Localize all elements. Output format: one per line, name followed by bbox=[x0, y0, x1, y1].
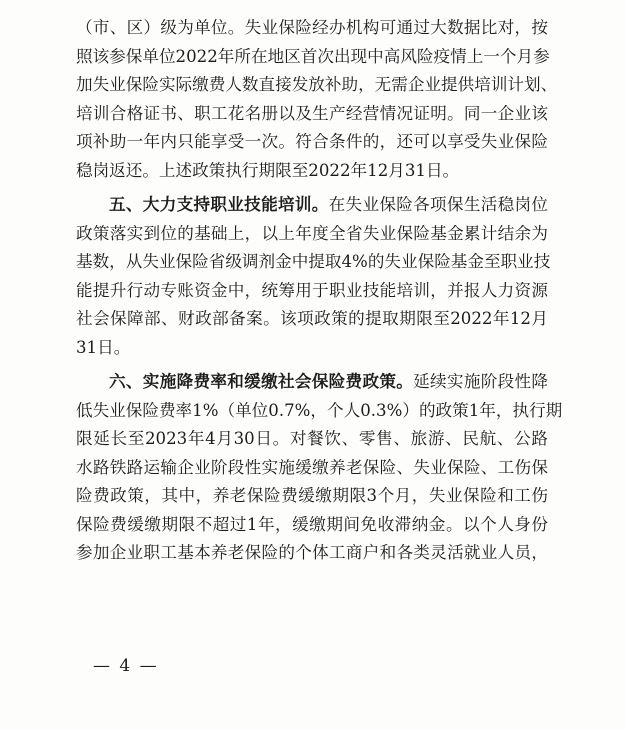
text-line: 稳岗返还。上述政策执行期限至2022年12月31日。 bbox=[76, 160, 460, 180]
text-line: 能提升行动专账资金中，统筹用于职业技能培训，并报人力资源 bbox=[76, 280, 548, 300]
text-line: 在失业保险各项保生活稳岗位 bbox=[328, 195, 549, 214]
section-six-heading: 六、实施降费率和缓缴社会保险费政策。 bbox=[109, 372, 414, 391]
text-line: 加失业保险实际缴费人数直接发放补助，无需企业提供培训计划、 bbox=[76, 75, 558, 94]
text-line: 照该参保单位2022年所在地区首次出现中高风险疫情上一个月参 bbox=[76, 46, 550, 66]
text-line: 社会保障部、财政部备案。该项政策的提取期限至2022年12月 bbox=[76, 309, 548, 328]
text-line: 政策落实到位的基础上，以上年度全省失业保险基金累计结余为 bbox=[76, 223, 548, 243]
text-line: （市、区）级为单位。失业保险经办机构可通过大数据比对，按 bbox=[76, 18, 548, 37]
text-line: 水路铁路运输企业阶段性实施缓缴养老保险、失业保险、工伤保 bbox=[76, 457, 548, 477]
section-five-heading: 五、大力支持职业技能培训。 bbox=[109, 195, 329, 214]
section-six-first-line bbox=[76, 368, 548, 397]
document-body bbox=[76, 14, 563, 568]
text-line: 31日。 bbox=[76, 337, 131, 357]
section-five-first-line bbox=[76, 191, 548, 220]
text-line: 培训合格证书、职工花名册以及生产经营情况证明。同一企业该 bbox=[76, 103, 548, 123]
text-line: 保险费缓缴期限不超过1年，缓缴期间免收滞纳金。以个人身份 bbox=[76, 514, 548, 534]
text-line: 项补助一年内只能享受一次。符合条件的，还可以享受失业保险 bbox=[76, 132, 548, 151]
text-line: 低失业保险费率1%（单位0.7%，个人0.3%）的政策1年，执行期 bbox=[76, 400, 563, 420]
text-line: 参加企业职工基本养老保险的个体工商户和各类灵活就业人员， bbox=[76, 543, 548, 562]
text-line: 基数，从失业保险省级调剂金中提取4%的失业保险基金至职业技 bbox=[76, 252, 551, 271]
text-line: 限延长至2023年4月30日。对餐饮、零售、旅游、民航、公路 bbox=[76, 429, 548, 448]
text-line: 延续实施阶段性降 bbox=[413, 372, 549, 391]
page-number: — 4 — bbox=[93, 656, 159, 676]
text-line: 险费政策，其中，养老保险费缓缴期限3个月，失业保险和工伤 bbox=[76, 486, 548, 505]
